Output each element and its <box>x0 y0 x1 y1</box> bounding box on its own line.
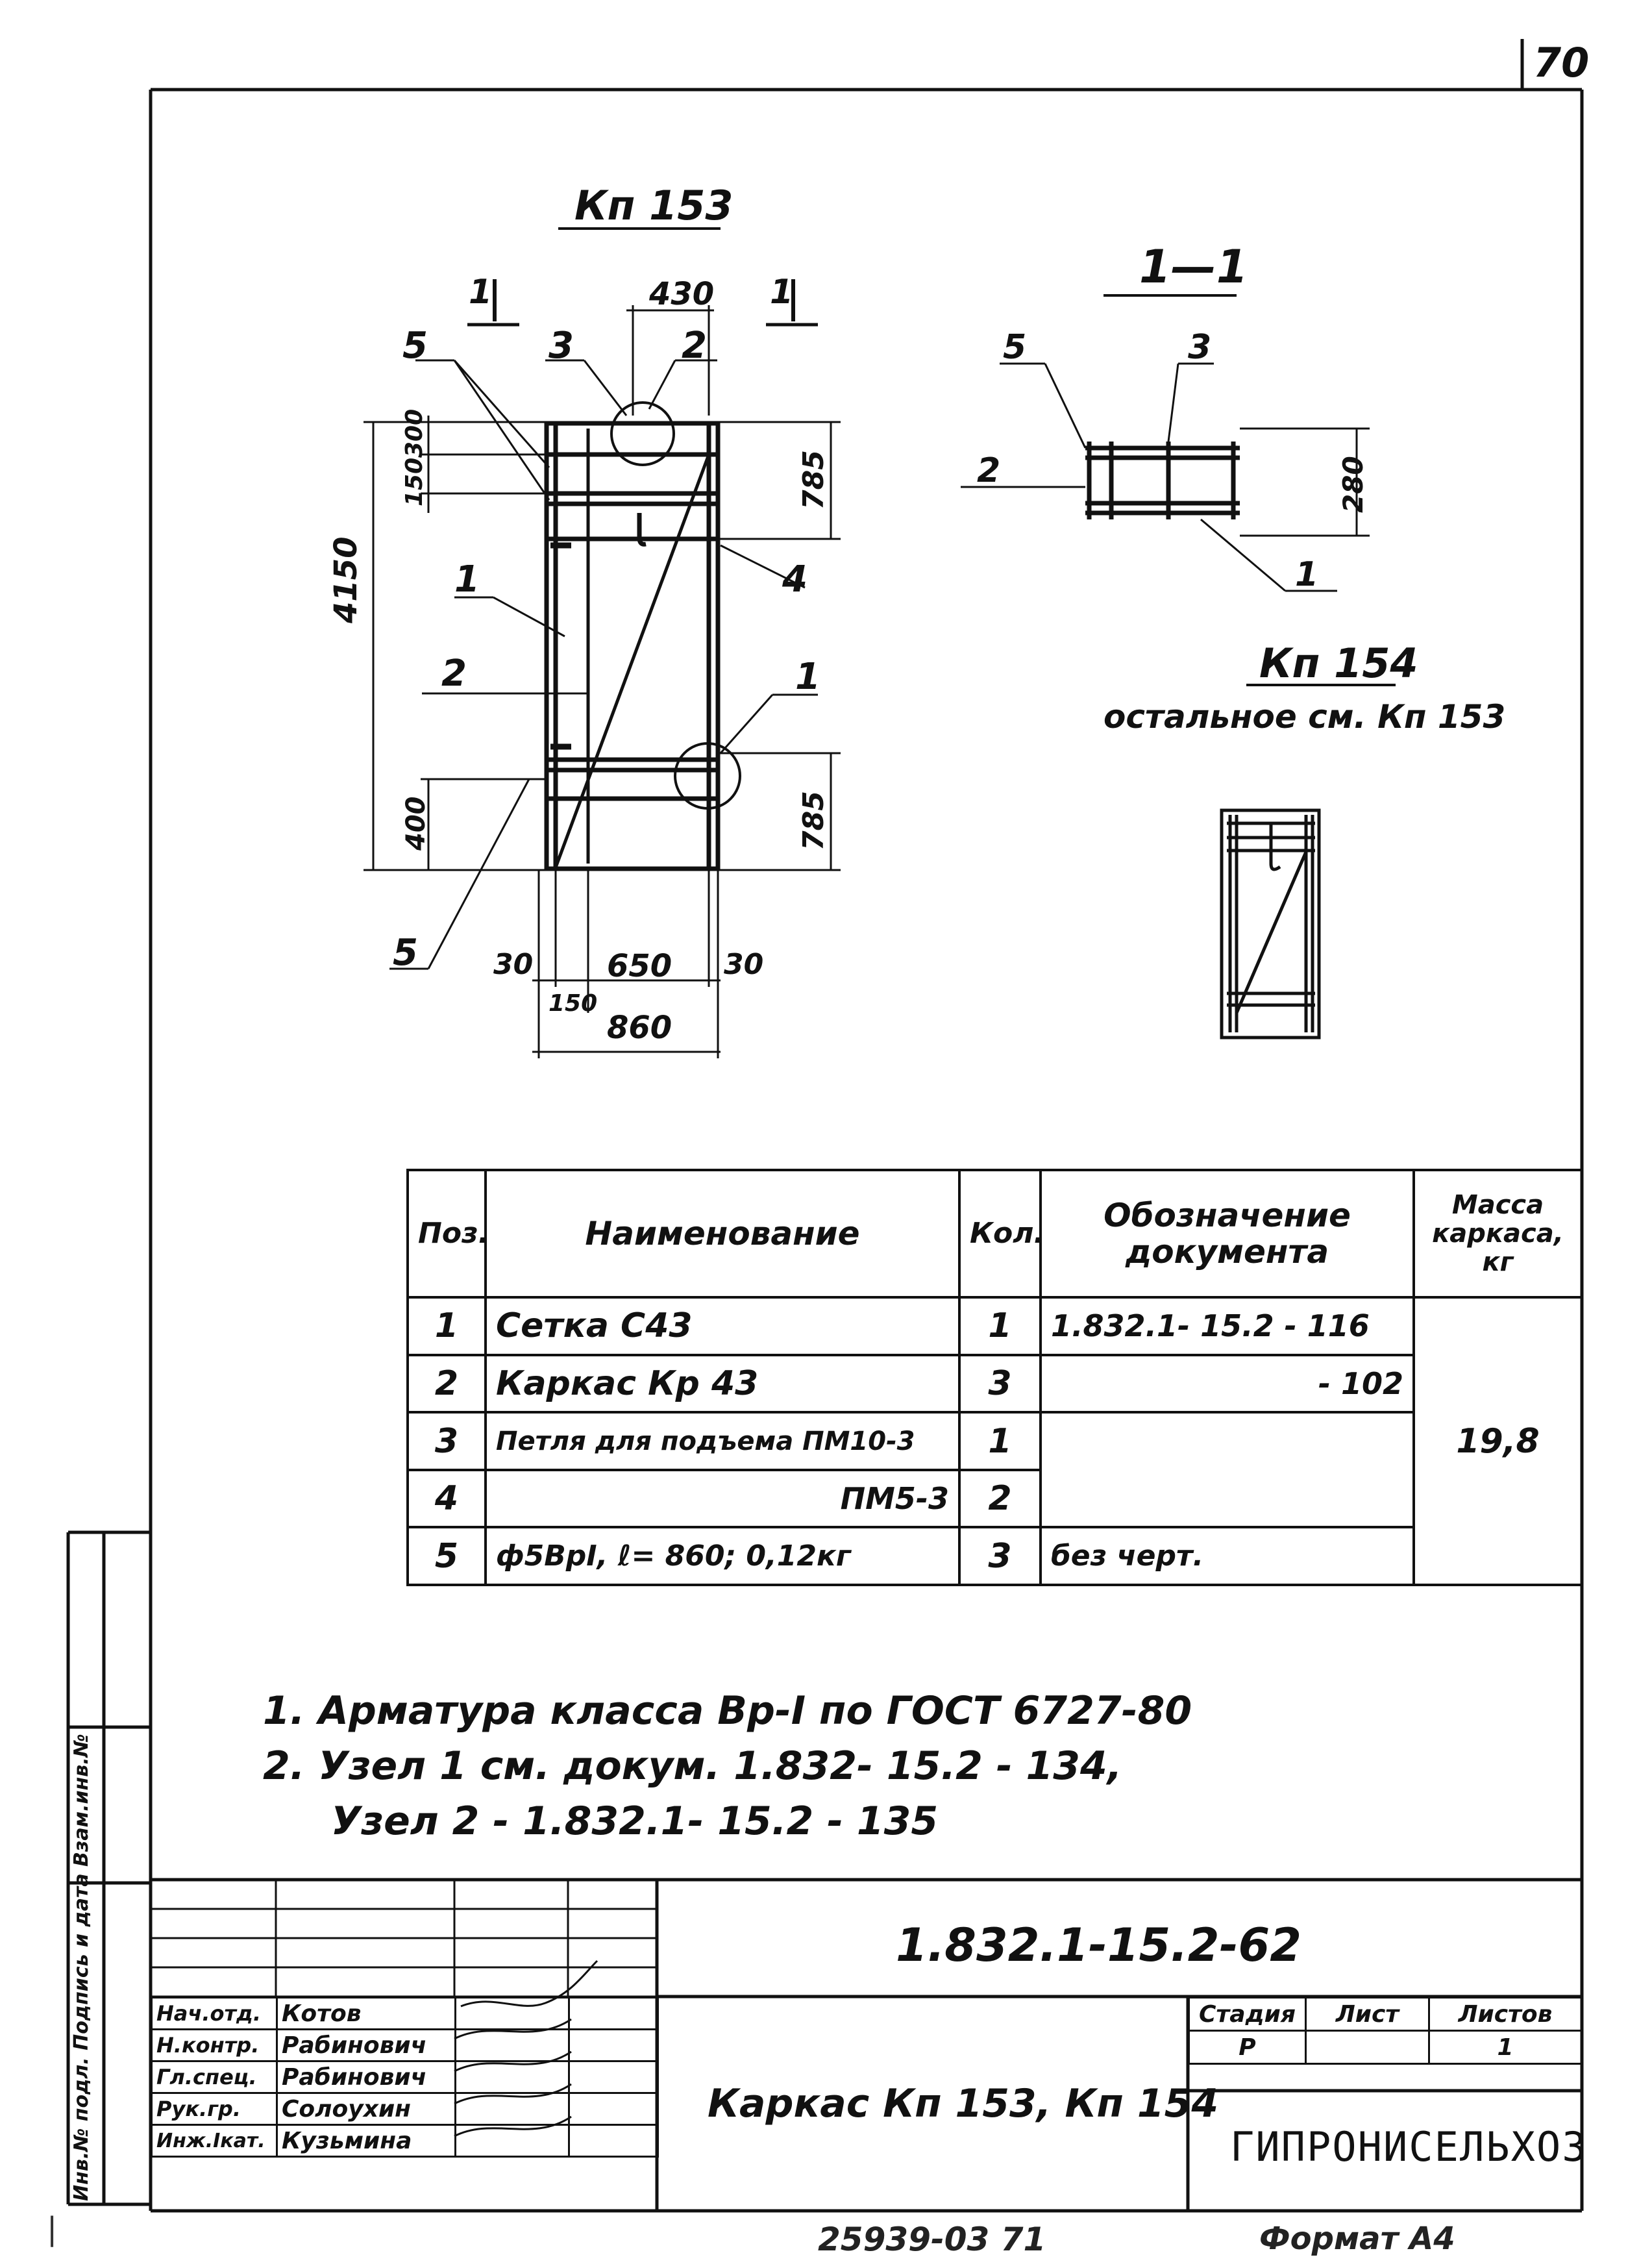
staff-signature <box>456 2125 569 2157</box>
sheet-header: Лист <box>1306 1998 1429 2031</box>
staff-row <box>152 2093 658 2125</box>
spec-pos: 1 <box>408 1297 486 1355</box>
kp153-callout: 5 <box>393 932 418 974</box>
kp153-dim-785-lower: 785 <box>797 791 830 851</box>
staff-name: Рабинович <box>277 2030 456 2061</box>
note-2: 2. Узел 1 см. докум. 1.832- 15.2 - 134, <box>263 1743 1122 1789</box>
kp153-dim-total: 860 <box>607 1010 672 1046</box>
kp153-callout: 5 <box>402 325 428 367</box>
kp153-dim-cover-left: 30 <box>493 948 534 981</box>
kp153-callout: 1 <box>454 558 480 601</box>
sheet-title: Каркас Кп 153, Кп 154 <box>708 2081 1219 2126</box>
kp153-section-mark-right: 1 <box>770 273 794 312</box>
staff-signature <box>456 2061 569 2093</box>
spec-pos: 3 <box>408 1412 486 1470</box>
spec-pos: 5 <box>408 1527 486 1585</box>
note-1: 1. Арматура класса Вр-I по ГОСТ 6727-80 <box>263 1688 1192 1734</box>
staff-row <box>152 2030 658 2061</box>
staff-name: Солоухин <box>277 2093 456 2125</box>
stage-header: Стадия <box>1189 1998 1306 2031</box>
staff-row <box>152 1998 658 2030</box>
kp154-note: остальное см. Кп 153 <box>1103 698 1506 736</box>
kp153-callout: 2 <box>682 325 707 367</box>
kp153-dim-400: 400 <box>401 796 431 851</box>
kp153-dim-inner: 650 <box>607 948 672 984</box>
staff-role: Н.контр. <box>152 2030 277 2061</box>
staff-signature <box>456 2093 569 2125</box>
kp153-callout: 2 <box>441 653 467 695</box>
kp153-title: Кп 153 <box>574 182 734 229</box>
side-stamp-text: Инв.№ подл. Подпись и дата Взам.инв.№ <box>70 1734 93 2201</box>
staff-role: Инж.Iкат. <box>152 2125 277 2157</box>
staff-row <box>152 2125 658 2157</box>
staff-date <box>569 2125 658 2157</box>
spec-pos: 2 <box>408 1355 486 1413</box>
spec-name: ф5ВрI, ℓ= 860; 0,12кг <box>486 1527 959 1585</box>
doc-code: 1.832.1-15.2-62 <box>896 1919 1301 1972</box>
section-1-1-callout-1: 1 <box>1295 555 1319 594</box>
sheets-value: 1 <box>1429 2031 1582 2064</box>
staff-role: Нач.отд. <box>152 1998 277 2030</box>
kp153-dim-offset: 150 <box>549 990 598 1017</box>
kp153-dim-cover-right: 30 <box>724 948 764 981</box>
spec-header-doc: Обозначение документа <box>1041 1170 1414 1297</box>
kp153-dim-785-upper: 785 <box>797 450 830 510</box>
kp153-dim-spacing-300: 300 <box>401 408 428 458</box>
spec-qty: 1 <box>959 1297 1041 1355</box>
spec-name: ПМ5-3 <box>486 1470 959 1528</box>
spec-qty: 3 <box>959 1527 1041 1585</box>
spec-header-pos: Поз. <box>408 1170 486 1297</box>
format-label: Формат А4 <box>1259 2221 1455 2257</box>
spec-name: Каркас Кр 43 <box>486 1355 959 1413</box>
staff-date <box>569 2093 658 2125</box>
spec-header-mass: Масса каркаса, кг <box>1414 1170 1582 1297</box>
staff-signature <box>456 2030 569 2061</box>
section-1-1-callout-3: 3 <box>1188 328 1212 367</box>
stray-mark: | <box>47 2211 58 2247</box>
kp153-callout: 3 <box>549 325 574 367</box>
spec-qty: 2 <box>959 1470 1041 1528</box>
staff-date <box>569 2061 658 2093</box>
page-number: 70 <box>1533 39 1590 86</box>
section-1-1-title: 1—1 <box>1139 240 1248 293</box>
spec-doc: без черт. <box>1041 1527 1414 1585</box>
staff-signature <box>456 1998 569 2030</box>
kp153-callout: 4 <box>782 558 808 601</box>
spec-header-name: Наименование <box>486 1170 959 1297</box>
staff-date <box>569 1998 658 2030</box>
staff-name: Котов <box>277 1998 456 2030</box>
spec-pos: 4 <box>408 1470 486 1528</box>
sheet-value <box>1306 2031 1429 2064</box>
spec-header-qty: Кол. <box>959 1170 1041 1297</box>
kp153-section-mark-left: 1 <box>469 273 493 312</box>
spec-name: Сетка С43 <box>486 1297 959 1355</box>
staff-name: Кузьмина <box>277 2125 456 2157</box>
staff-role: Рук.гр. <box>152 2093 277 2125</box>
kp153-dim-spacing-150: 150 <box>401 457 428 506</box>
stage-table <box>1188 1997 1583 2065</box>
spec-doc: 1.832.1- 15.2 - 116 <box>1041 1297 1414 1355</box>
staff-role: Гл.спец. <box>152 2061 277 2093</box>
sheets-header: Листов <box>1429 1998 1582 2031</box>
staff-table <box>151 1997 659 2158</box>
section-1-1-callout-5: 5 <box>1003 328 1027 367</box>
stage-value: Р <box>1189 2031 1306 2064</box>
spec-mass: 19,8 <box>1414 1297 1582 1585</box>
kp153-callout: 1 <box>795 656 820 698</box>
section-1-1-dim-height: 280 <box>1337 456 1369 513</box>
inventory-number: 25939-03 71 <box>818 2221 1046 2258</box>
staff-date <box>569 2030 658 2061</box>
note-3: Узел 2 - 1.832.1- 15.2 - 135 <box>331 1799 939 1844</box>
spec-name: Петля для подъема ПМ10-3 <box>486 1412 959 1470</box>
staff-name: Рабинович <box>277 2061 456 2093</box>
organization-name: ГИПРОНИСЕЛЬХОЗ <box>1230 2123 1588 2171</box>
spec-doc: - 102 <box>1041 1355 1414 1413</box>
kp154-title: Кп 154 <box>1259 640 1418 687</box>
spec-qty: 1 <box>959 1412 1041 1470</box>
staff-row <box>152 2061 658 2093</box>
kp153-dim-height: 4150 <box>328 536 364 623</box>
kp153-dim-top: 430 <box>649 276 715 312</box>
spec-qty: 3 <box>959 1355 1041 1413</box>
section-1-1-callout-2: 2 <box>977 451 1001 490</box>
